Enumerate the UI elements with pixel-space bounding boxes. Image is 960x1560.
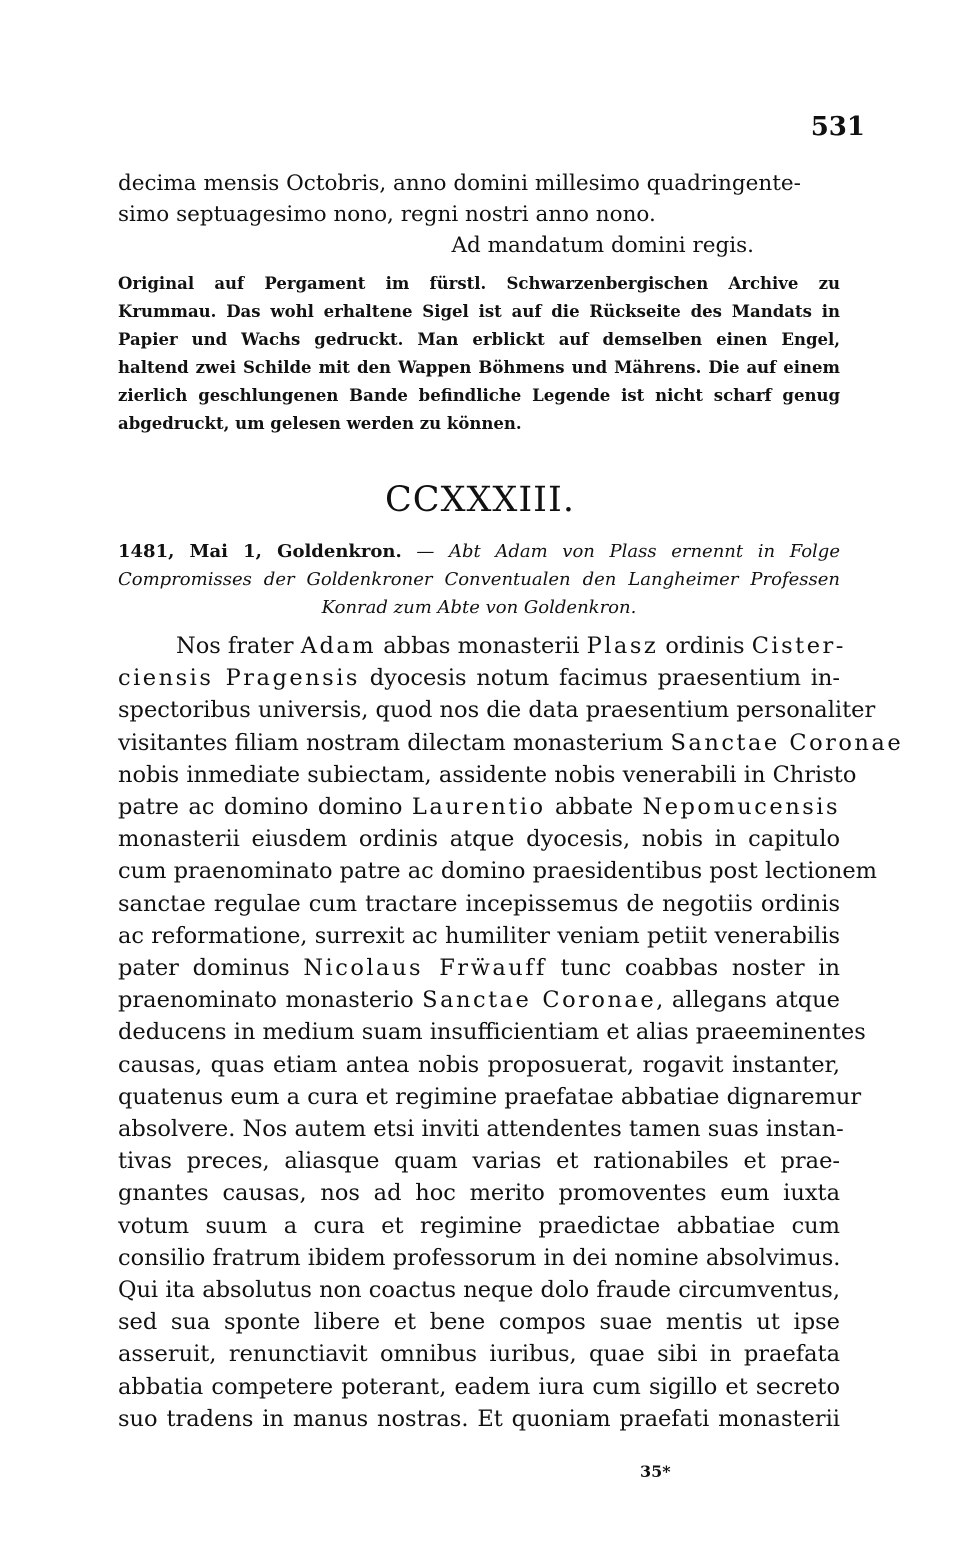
mandate-signature-line: Ad mandatum domini regis. xyxy=(451,233,754,258)
text-line: suo tradens in manus nostras. Et quoniam praefati monasterii xyxy=(118,1405,840,1432)
previous-charter-ending xyxy=(118,168,840,261)
text-line: spectoribus universis, quod nos die data praesentium personaliter xyxy=(118,697,876,724)
page-number: 531 xyxy=(810,112,865,142)
charter-summary: Compromisses der Goldenkroner Conventualen den Langheimer Professen xyxy=(118,569,840,590)
text-line: pater dominus Nicolaus Frẅauff tunc coabbas noster in xyxy=(118,955,840,982)
charter-body xyxy=(118,630,904,1435)
text-line: sed sua sponte libere et bene compos suae mentis ut ipse xyxy=(118,1309,840,1336)
text-line: ac reformatione, surrexit ac humiliter veniam petiit venerabilis xyxy=(118,922,840,949)
text-line: tivas preces, aliasque quam varias et rationabiles et prae- xyxy=(118,1148,840,1175)
charter-date-place: 1481, Mai 1, Goldenkron. xyxy=(118,541,402,562)
text-line: Qui ita absolutus non coactus neque dolo fraude circumventus, xyxy=(118,1277,840,1304)
text-line: votum suum a cura et regimine praedictae abbatiae cum xyxy=(118,1212,840,1239)
text-line: absolvere. Nos autem etsi inviti attendentes tamen suas instan- xyxy=(118,1116,844,1143)
text-line: praenominato monasterio Sanctae Coronae, allegans atque xyxy=(118,987,840,1014)
text-line: quatenus eum a cura et regimine praefatae abbatiae dignaremur xyxy=(118,1083,862,1110)
text-line: visitantes filiam nostram dilectam monasterium Sanctae Coronae xyxy=(118,729,904,756)
charter-number: CCXXXIII. xyxy=(385,480,575,520)
text-line: nobis inmediate subiectam, assidente nobis venerabili in Christo xyxy=(118,761,857,788)
text-line: simo septuagesimo nono, regni nostri anno nono. xyxy=(118,202,656,227)
text-line: cum praenominato patre ac domino praesidentibus post lectionem xyxy=(118,858,878,885)
charter-summary: Konrad zum Abte von Goldenkron. xyxy=(321,597,637,618)
charter-summary: — Abt Adam von Plass ernennt in Folge xyxy=(416,541,840,562)
archival-note: Original auf Pergament im fürstl. Schwarzenbergischen Archive zu Krummau. Das wohl erhaltene Sigel ist auf die Rückseite des Mandats in Papier und Wachs gedruckt. Man erblickt auf demselben einen Engel, haltend zwei Schilde mit den Wappen Böhmens und Mährens. Die auf einem zierlich geschlungenen Bande befindliche Legende ist nicht scharf genug abgedruckt, um gelesen werden zu können. xyxy=(118,274,840,433)
text-line: sanctae regulae cum tractare incepissemus de negotiis ordinis xyxy=(118,890,840,917)
text-line: ciensis Pragensis dyocesis notum facimus praesentium in- xyxy=(118,665,840,692)
text-line: causas, quas etiam antea nobis proposuerat, rogavit instanter, xyxy=(118,1051,840,1078)
text-line: deducens in medium suam insufficientiam et alias praeeminentes xyxy=(118,1019,866,1046)
text-line: Nos frater Adam abbas monasterii Plasz ordinis Cister- xyxy=(176,633,846,659)
text-line: consilio fratrum ibidem professorum in dei nomine absolvimus. xyxy=(118,1244,841,1271)
text-line: monasterii eiusdem ordinis atque dyocesis, nobis in capitulo xyxy=(118,826,840,853)
charter-header xyxy=(118,538,840,622)
signature-mark: 35* xyxy=(640,1462,671,1481)
text-line: asseruit, renunctiavit omnibus iuribus, quae sibi in praefata xyxy=(118,1341,840,1368)
text-line: decima mensis Octobris, anno domini millesimo quadringente- xyxy=(118,171,801,196)
text-line: abbatia competere poterant, eadem iura cum sigillo et secreto xyxy=(118,1373,840,1400)
text-line: gnantes causas, nos ad hoc merito promoventes eum iuxta xyxy=(118,1180,840,1207)
text-line: patre ac domino domino Laurentio abbate Nepomucensis xyxy=(118,794,840,821)
